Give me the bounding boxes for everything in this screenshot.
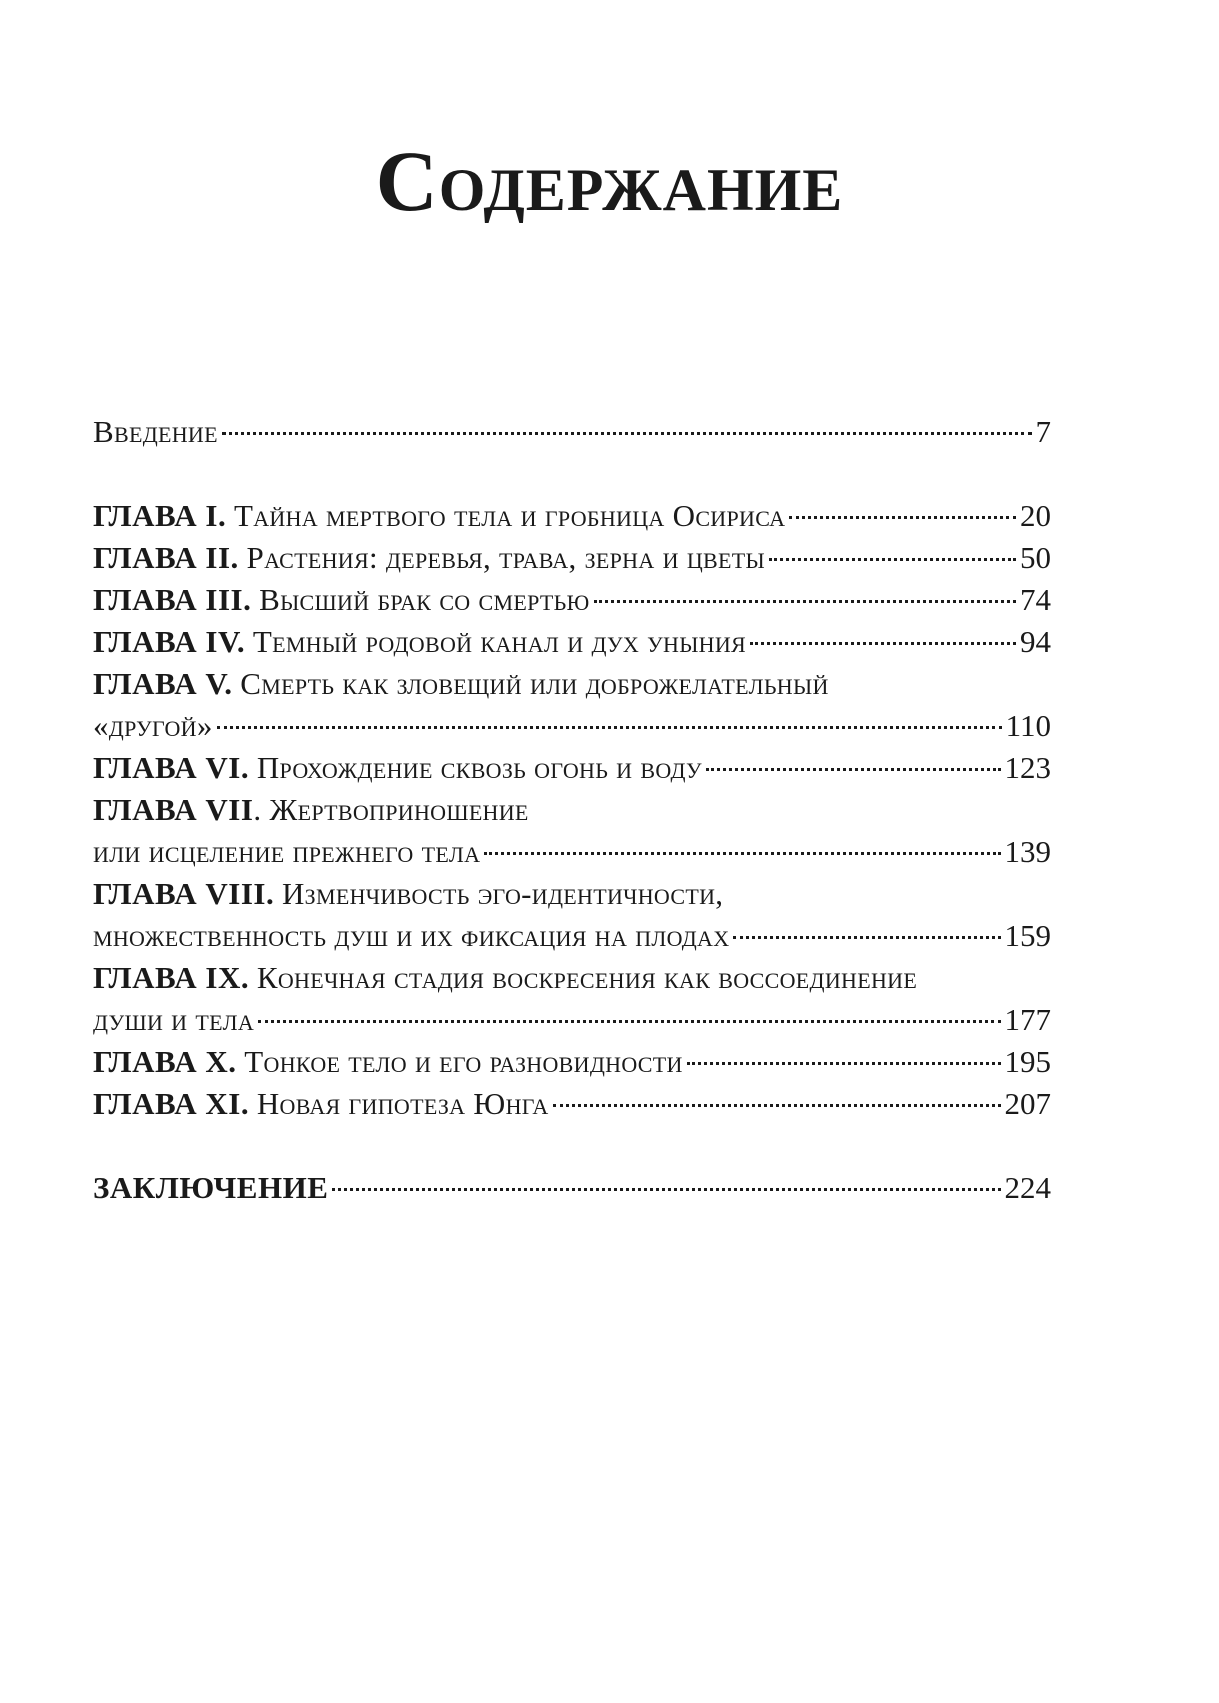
- toc-entry-title-continued: или исцеление прежнего тела: [93, 834, 481, 869]
- toc-entry-chapter-9[interactable]: [93, 958, 1051, 998]
- toc-entry-title: ЗАКЛЮЧЕНИЕ: [93, 1170, 329, 1205]
- toc-entry-chapter-6[interactable]: [93, 748, 1051, 788]
- page-title: Содержание: [375, 133, 844, 229]
- toc-entry-chapter-3[interactable]: [93, 580, 1051, 620]
- toc-entry-chapter-10[interactable]: [93, 1042, 1051, 1082]
- toc-entry-chapter-8-cont[interactable]: [93, 916, 1051, 956]
- toc-chapter-number: ГЛАВА VI.: [93, 750, 250, 785]
- dot-leader: [222, 432, 1032, 435]
- dot-leader: [217, 726, 1002, 729]
- toc-entry-title: Смерть как зловещий или доброжелательный: [240, 666, 829, 701]
- toc-entry-chapter-5-cont[interactable]: [93, 706, 1051, 746]
- toc-entry-chapter-8[interactable]: [93, 874, 1051, 914]
- toc-chapter-number: ГЛАВА II.: [93, 540, 239, 575]
- toc-page-number: 177: [1004, 1002, 1051, 1037]
- toc-entry-title: Тонкое тело и его разновидности: [244, 1044, 683, 1079]
- toc-entry-title: . Жертвоприношение: [253, 792, 529, 827]
- toc-page-number: 50: [1020, 540, 1051, 575]
- toc-entry-chapter-11[interactable]: [93, 1084, 1051, 1124]
- toc-entry-chapter-7[interactable]: [93, 790, 1051, 830]
- dot-leader: [789, 516, 1016, 519]
- dot-leader: [687, 1062, 1001, 1065]
- dot-leader: [594, 600, 1017, 603]
- toc-entry-title: Введение: [93, 414, 218, 449]
- toc-page-number: 224: [1004, 1170, 1051, 1205]
- toc-entry-conclusion[interactable]: [93, 1168, 1051, 1208]
- toc-entry-title: Новая гипотеза Юнга: [256, 1086, 549, 1121]
- toc-entry-title: Тайна мертвого тела и гробница Осириса: [233, 498, 786, 533]
- toc-page-number: 139: [1004, 834, 1051, 869]
- toc-page-number: 207: [1004, 1086, 1051, 1121]
- toc-chapter-number: ГЛАВА XI.: [93, 1086, 250, 1121]
- toc-chapter-number: ГЛАВА V.: [93, 666, 233, 701]
- toc-entry-introduction[interactable]: [93, 412, 1051, 452]
- toc-page-number: 159: [1004, 918, 1051, 953]
- dot-leader: [706, 768, 1001, 771]
- toc-chapter-number: ГЛАВА X.: [93, 1044, 237, 1079]
- toc-chapter-number: ГЛАВА III.: [93, 582, 252, 617]
- toc-chapter-number: ГЛАВА VII: [93, 792, 254, 827]
- dot-leader: [750, 642, 1016, 645]
- toc-entry-chapter-2[interactable]: [93, 538, 1051, 578]
- toc-chapter-number: ГЛАВА IX.: [93, 960, 250, 995]
- toc-entry-chapter-7-cont[interactable]: [93, 832, 1051, 872]
- toc-entry-title: Конечная стадия воскресения как воссоединение: [256, 960, 918, 995]
- toc-page-number: 123: [1004, 750, 1051, 785]
- toc-chapter-number: ГЛАВА IV.: [93, 624, 246, 659]
- toc-entry-chapter-5[interactable]: [93, 664, 1051, 704]
- toc-entry-chapter-4[interactable]: [93, 622, 1051, 662]
- toc-entry-title: Прохождение сквозь огонь и воду: [256, 750, 702, 785]
- dot-leader: [769, 558, 1016, 561]
- toc-page-number: 20: [1020, 498, 1051, 533]
- toc-entry-title: Высший брак со смертью: [259, 582, 590, 617]
- toc-chapter-number: ГЛАВА VIII.: [93, 876, 275, 911]
- toc-entry-title: Растения: деревья, трава, зерна и цветы: [246, 540, 765, 575]
- toc-page-number: 74: [1020, 582, 1051, 617]
- toc-chapter-number: ГЛАВА I.: [93, 498, 227, 533]
- toc-page-number: 7: [1035, 414, 1051, 449]
- toc-page-number: 94: [1020, 624, 1051, 659]
- toc-entry-title-continued: множественность душ и их фиксация на плодах: [93, 918, 730, 953]
- dot-leader: [258, 1020, 1000, 1023]
- dot-leader: [733, 936, 1000, 939]
- toc-entry-chapter-9-cont[interactable]: [93, 1000, 1051, 1040]
- toc-entry-title-continued: души и тела: [93, 1002, 255, 1037]
- toc-page-number: 110: [1005, 708, 1051, 743]
- toc-entry-title: Темный родовой канал и дух уныния: [252, 624, 747, 659]
- dot-leader: [332, 1188, 1000, 1191]
- toc-entry-title: Изменчивость эго-идентичности,: [281, 876, 724, 911]
- toc-entry-title-continued: «другой»: [93, 708, 213, 743]
- toc-entry-chapter-1[interactable]: [93, 496, 1051, 536]
- toc-page-number: 195: [1004, 1044, 1051, 1079]
- dot-leader: [484, 852, 1000, 855]
- dot-leader: [553, 1104, 1001, 1107]
